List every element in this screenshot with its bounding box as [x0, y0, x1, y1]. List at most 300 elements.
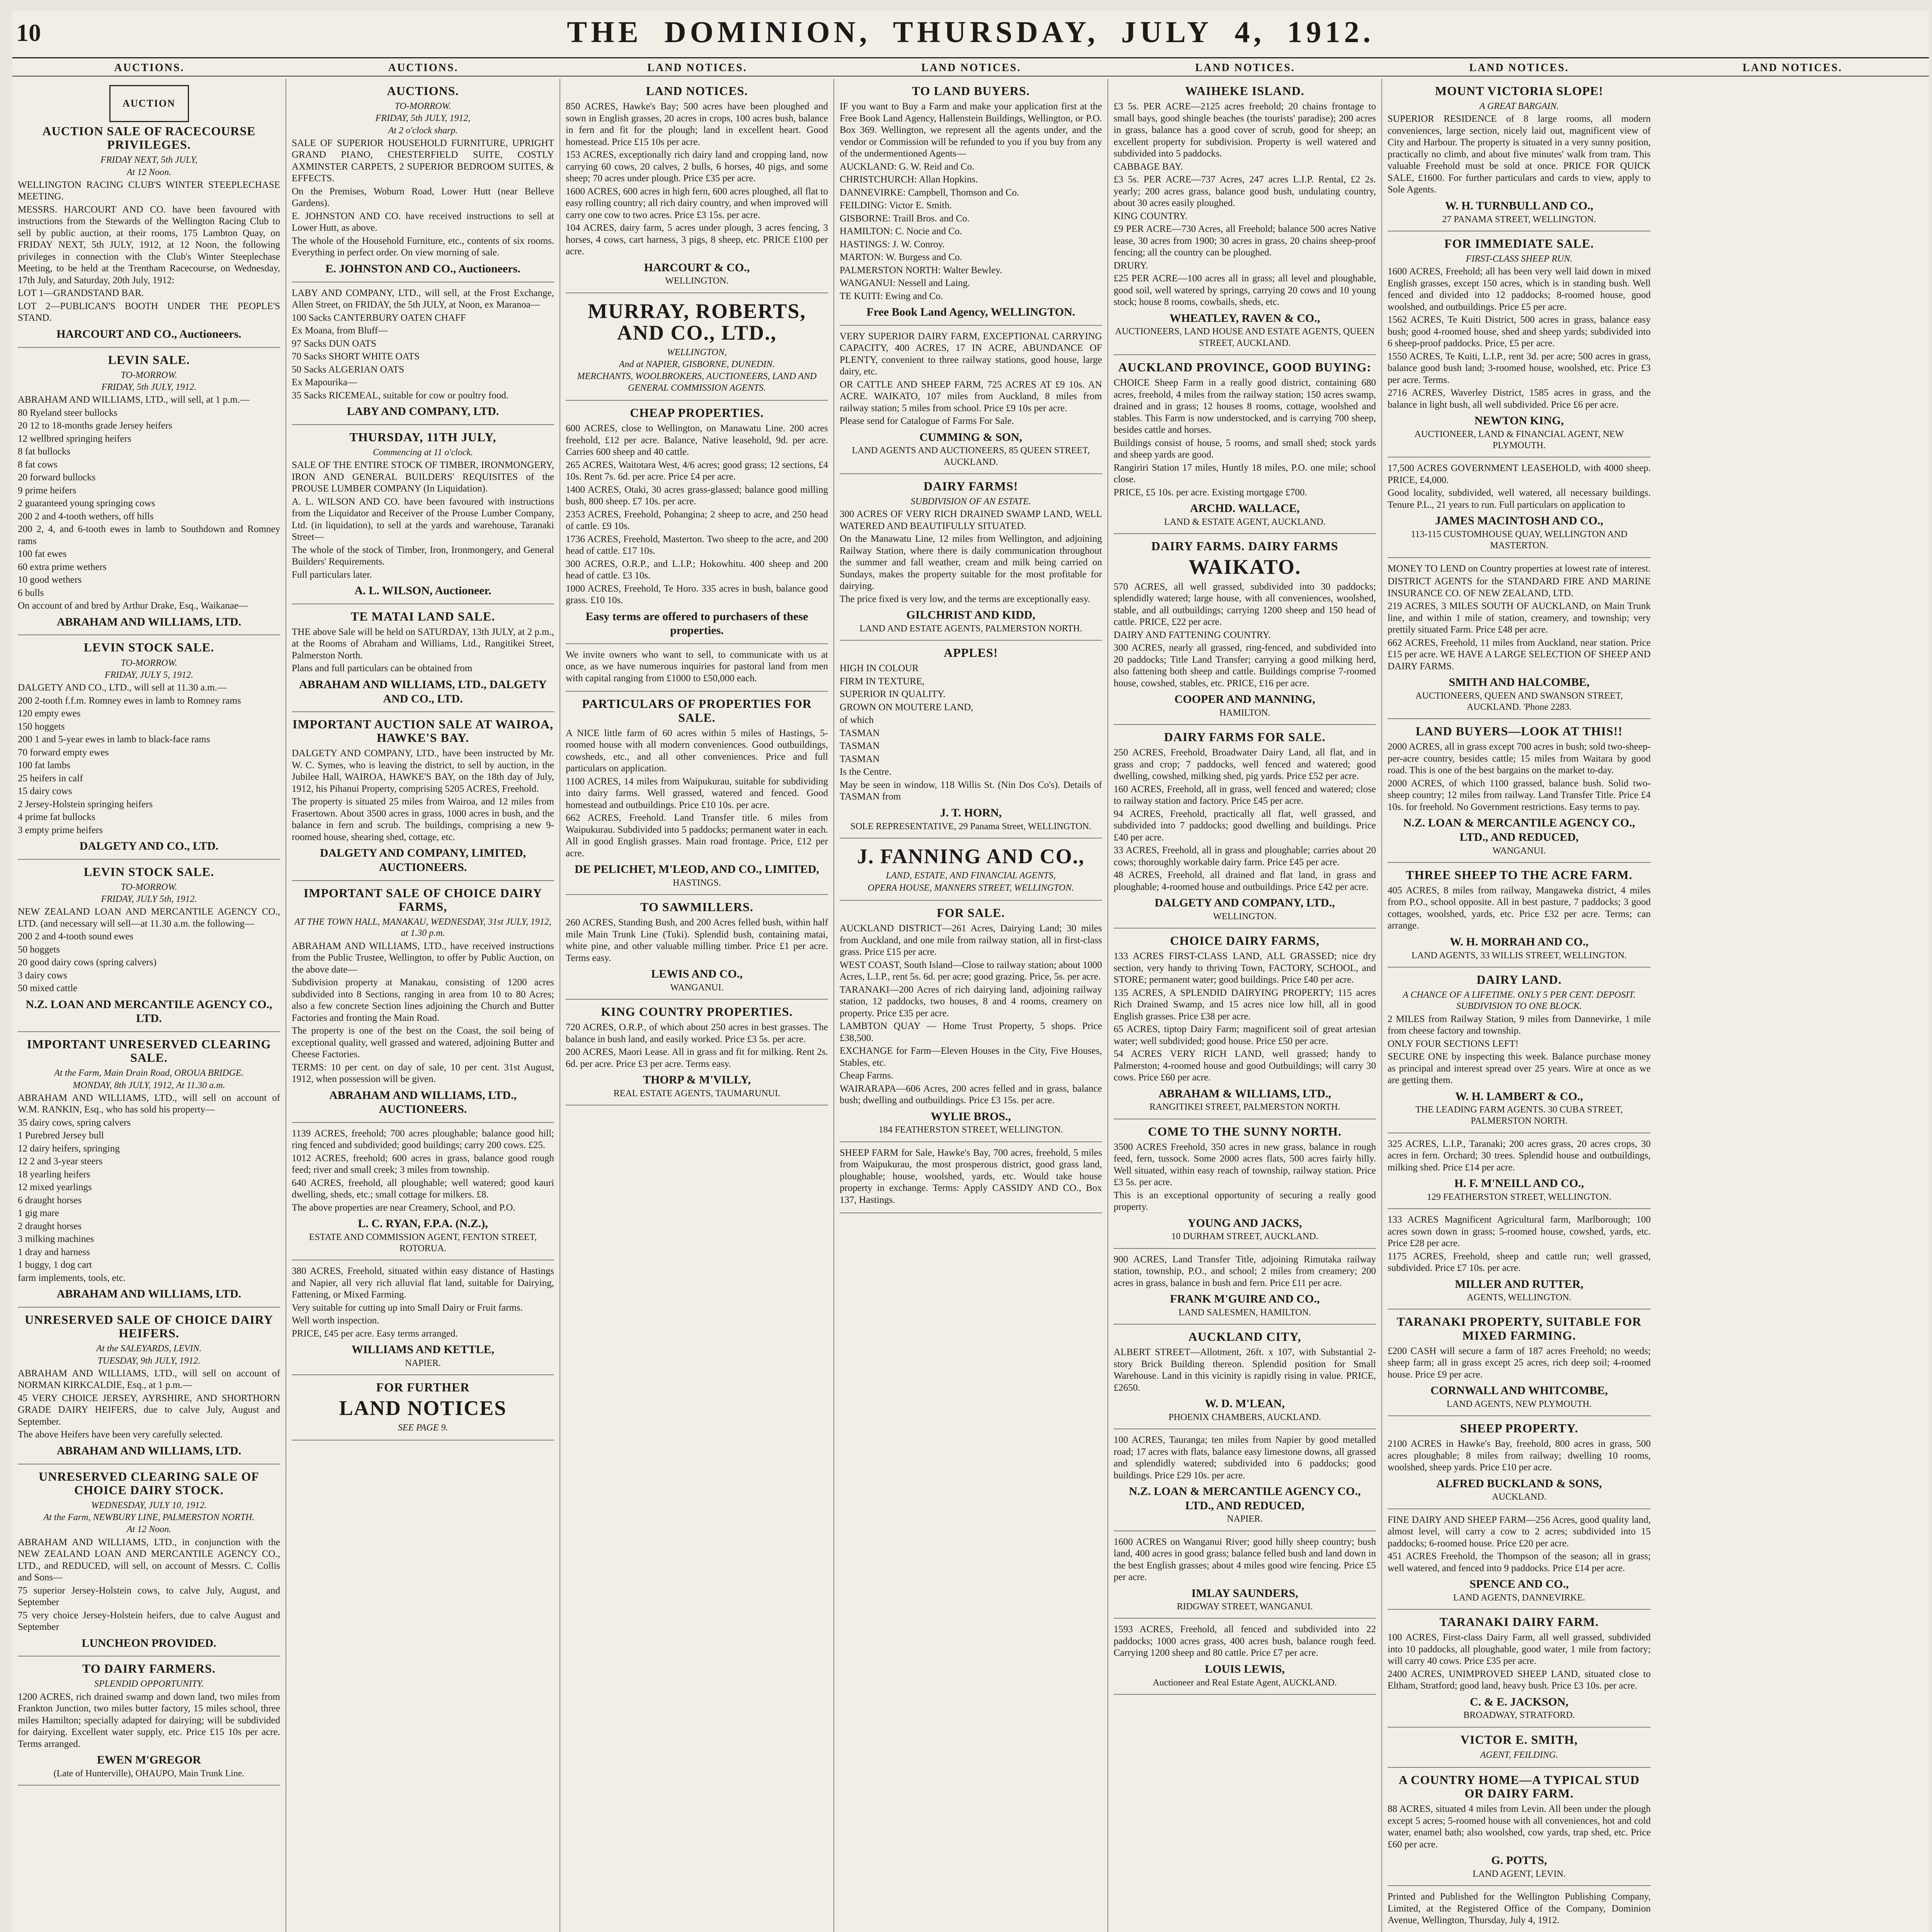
advertisement — [18, 1032, 280, 1308]
ad-subline: At the Farm, Main Drain Road, OROUA BRIDGE. — [54, 1068, 244, 1078]
ad-paragraph: We invite owners who want to sell, to communicate with us at once, as we have numerous inquiries for pastoral land from men with capital ranging from £1000 to £50,000 each. — [566, 649, 828, 684]
ad-paragraph: 662 ACRES, Freehold. Land Transfer title. 6 miles from Waipukurau. Subdivided into 5 paddocks; permanent water in each. All in good English grasses. Main road frontage. Price, £12 per acre. — [566, 813, 828, 859]
advertisement — [566, 644, 828, 692]
advertisement — [1114, 1429, 1376, 1531]
ad-paragraph: ABRAHAM AND WILLIAMS, LTD., will sell on account of W.M. RANKIN, Esq., who has sold his property— — [18, 1092, 280, 1115]
ad-paragraph: 80 Ryeland steer bullocks — [18, 407, 117, 418]
ad-body — [1388, 463, 1651, 511]
advertisement — [840, 838, 1102, 901]
ad-paragraph: DAIRY AND FATTENING COUNTRY. — [1114, 629, 1271, 640]
ad-paragraph: £3 5s. PER ACRE—2125 acres freehold; 20 chains frontage to small bays, good shingle beaches (the tourists' paradise); 200 acres in grass, balance has a good cover of scrub, good for sheep; an excellent property for subdivision. Property is well watered and subdivided into 5 paddocks. — [1114, 101, 1376, 159]
ad-paragraph: 35 Sacks RICEMEAL, suitable for cow or poultry food. — [292, 390, 509, 401]
advertisement — [840, 326, 1102, 474]
ad-paragraph: Please send for Catalogue of Farms For Sale. — [840, 416, 1014, 427]
ad-paragraph: 50 mixed cattle — [18, 983, 78, 994]
ad-subline: FRIDAY NEXT, 5th JULY, — [100, 155, 197, 165]
ad-heading: LAND BUYERS—LOOK AT THIS!! — [1415, 724, 1623, 738]
ad-paragraph: 60 extra prime wethers — [18, 561, 107, 572]
ad-subline: A CHANCE OF A LIFETIME. ONLY 5 PER CENT. DEPOSIT. SUBDIVISION TO ONE BLOCK. — [1403, 990, 1636, 1012]
advertisement — [1388, 863, 1651, 968]
ad-paragraph: SUPERIOR IN QUALITY. — [840, 689, 946, 700]
ad-paragraph: PALMERSTON NORTH: Walter Bewley. — [840, 265, 1002, 276]
ad-heading: THREE SHEEP TO THE ACRE FARM. — [1406, 867, 1633, 882]
ad-paragraph: 153 ACRES, exceptionally rich dairy land and cropping land, now carrying 60 cows, 20 calves, 2 bulls, 6 horses, 40 pigs, and some sheep; 70 acres under plough. Price £35 per acre. — [566, 150, 828, 184]
ad-paragraph: Subdivision property at Manakau, consisting of 1200 acres subdivided into 8 Sections, ranging in area from 10 to 80 Acres; also a few concrete Section lines adjoining the Church and Butter Factories and fronting the Main Road. — [292, 977, 554, 1023]
advertisement — [18, 1656, 280, 1786]
page-column — [834, 79, 1108, 1932]
ad-display-heading: J. FANNING AND CO., — [857, 844, 1085, 868]
ad-paragraph: Is the Centre. — [840, 767, 891, 777]
column-head: LAND NOTICES. — [921, 62, 1021, 74]
ad-paragraph: 2716 ACRES, Waverley District, 1585 acres in grass, and the balance in light bush, all well subdivided. Price £6 per acre. — [1388, 388, 1651, 410]
ad-body — [18, 1691, 280, 1750]
ad-paragraph: 662 ACRES, Freehold, 11 miles from Auckland, near station. Price £15 per acre. WE HAVE A LARGE SELECTION OF SHEEP AND DAIRY FARMS. — [1388, 637, 1651, 672]
ad-paragraph: 640 ACRES, freehold, all ploughable; well watered; good kauri dwelling, sheds, etc.; small cottage for milkers. £8. — [292, 1177, 554, 1200]
ad-subline: FRIDAY, JULY 5, 1912. — [104, 670, 194, 680]
ad-address: PHOENIX CHAMBERS, AUCKLAND. — [1168, 1412, 1321, 1422]
ad-signature: Easy terms are offered to purchasers of these properties. — [585, 610, 808, 637]
advertisement — [566, 293, 828, 401]
ad-address: WANGANUI. — [1492, 845, 1546, 856]
ad-subline: MERCHANTS, WOOLBROKERS, AUCTIONEERS, LAND AND GENERAL COMMISSION AGENTS. — [577, 371, 817, 393]
ad-paragraph: 1600 ACRES, Freehold; all has been very well laid down in mixed English grasses, except 150 acres, which is in standing bush. Well fenced and divided into 12 paddocks; 8-roomed house, good woolshed, and outbuildings. Price £5 per acre. — [1388, 266, 1651, 312]
ad-paragraph: A NICE little farm of 60 acres within 5 miles of Hastings, 5-roomed house with all modern conveniences. Good outbuildings, cowsheds, etc., and all other conveniences. Price and full particulars on application. — [566, 728, 828, 774]
ad-paragraph: Printed and Published for the Wellington Publishing Company, Limited, at the Registered Office of the Company, Dominion Avenue, Wellington, Thursday, July 4, 1912. — [1388, 1891, 1651, 1926]
ad-paragraph: 451 ACRES Freehold, the Thompson of the season; all in grass; well watered, and fenced into 9 paddocks. Price £14 per acre. — [1388, 1551, 1651, 1573]
ad-body — [566, 728, 828, 860]
column-head: LAND NOTICES. — [647, 62, 747, 74]
ad-paragraph: 6 draught horses — [18, 1195, 82, 1206]
ad-paragraph: 3500 ACRES Freehold, 350 acres in new grass, balance in rough feed, fern, tussock. Some 2000 acres flats, 500 acres fairly hilly. Well situated, within easy reach of township, railway station. Price £3 5s. per acre. — [1114, 1141, 1376, 1188]
ad-paragraph: 1562 ACRES, Te Kuiti District, 500 acres in grass, balance easy bush; good 4-roomed house, shed and sheep yards; subdivided into 6 sheep-proof paddocks. Price, £5 per acre. — [1388, 315, 1651, 349]
ad-paragraph: 75 superior Jersey-Holstein cows, to calve July, August, and September — [18, 1585, 280, 1608]
ad-body — [1388, 741, 1651, 813]
advertisement — [840, 641, 1102, 838]
ad-address: LAND AGENTS, 33 WILLIS STREET, WELLINGTON. — [1412, 950, 1627, 961]
ad-subline: TUESDAY, 9th JULY, 1912. — [97, 1355, 201, 1366]
ad-signature: DE PELICHET, M'LEOD, AND CO., LIMITED, — [575, 863, 819, 876]
ad-address: NAPIER. — [405, 1358, 441, 1368]
ad-paragraph: Rangiriri Station 17 miles, Huntly 18 miles, P.O. one mile; school close. — [1114, 462, 1376, 485]
ad-subline: MONDAY, 8th JULY, 1912, At 11.30 a.m. — [73, 1080, 225, 1090]
ad-paragraph: TASMAN — [840, 741, 880, 752]
ad-subline: At the SALEYARDS, LEVIN. — [96, 1344, 202, 1354]
ad-paragraph: 50 hoggets — [18, 944, 60, 955]
ad-address: WELLINGTON. — [1213, 911, 1277, 922]
ad-paragraph: 100 fat lambs — [18, 760, 71, 771]
ad-signature: EWEN M'GREGOR — [97, 1753, 201, 1767]
ad-paragraph: WEST COAST, South Island—Close to railway station; about 1000 Acres, L.I.P., rent 5s. 6d. per acre; good grazing. Price, 5s. per acre. — [840, 959, 1102, 982]
advertisement — [292, 1375, 554, 1440]
ad-paragraph: 250 ACRES, Freehold, Broadwater Dairy Land, all flat, and in grass and crop; 7 paddocks, well fenced and watered; good dwelling, cowshed, milking shed, pig yards. Price £52 per acre. — [1114, 747, 1376, 782]
ad-subline: WELLINGTON, — [667, 347, 727, 357]
ad-body — [1388, 1514, 1651, 1575]
ad-body — [840, 663, 1102, 803]
advertisement — [1388, 558, 1651, 719]
ad-heading: TO LAND BUYERS. — [912, 84, 1030, 98]
ad-paragraph: IF you want to Buy a Farm and make your application first at the Free Book Land Agency, Hallenstein Buildings, Wellington, or P.O. Box 369. Wellington, we represent all the agents under, and the vendor or Commission will be refunded to you if you buy from any of the undermentioned Agents— — [840, 101, 1102, 159]
ad-heading: AUCTIONS. — [387, 84, 459, 98]
ad-paragraph: 200 2 and 4-tooth sound ewes — [18, 931, 134, 942]
ad-paragraph: WELLINGTON RACING CLUB'S WINTER STEEPLECHASE MEETING. — [18, 179, 280, 202]
ad-paragraph: 70 Sacks SHORT WHITE OATS — [292, 351, 420, 362]
advertisement — [1388, 1509, 1651, 1610]
ad-paragraph: FIRM IN TEXTURE, — [840, 676, 925, 687]
ad-address: Auctioneer and Real Estate Agent, AUCKLAND. — [1153, 1677, 1337, 1688]
ad-address: LAND AGENT, LEVIN. — [1473, 1869, 1566, 1879]
ad-address: ESTATE AND COMMISSION AGENT, FENTON STREET, ROTORUA. — [309, 1232, 537, 1254]
ad-body — [840, 331, 1102, 427]
ad-paragraph: EXCHANGE for Farm—Eleven Houses in the City, Five Houses, Stables, etc. — [840, 1046, 1102, 1068]
ad-paragraph: PRICE, £45 per acre. Easy terms arranged. — [292, 1328, 458, 1339]
ad-subline: OPERA HOUSE, MANNERS STREET, WELLINGTON. — [867, 883, 1074, 893]
ad-paragraph: ABRAHAM AND WILLIAMS, LTD., will sell, at 1 p.m.— — [18, 395, 250, 405]
ad-body — [292, 138, 554, 259]
ad-paragraph: 570 ACRES, all well grassed, subdivided into 30 paddocks; splendidly watered; large house, with all conveniences, woolshed, stable, and all outbuildings; carrying 1200 sheep and 150 head of cattle. PRICE, £22 per acre. — [1114, 581, 1376, 628]
ad-signature: W. H. TURNBULL AND CO., — [1445, 199, 1594, 212]
ad-paragraph: May be seen in window, 118 Willis St. (Nin Dos Co's). Details of TASMAN from — [840, 779, 1102, 802]
advertisement — [292, 712, 554, 881]
ad-heading: LEVIN STOCK SALE. — [83, 864, 214, 879]
ad-paragraph: FINE DAIRY AND SHEEP FARM—256 Acres, good quality land, almost level, will carry a cow to 2 acres; subdivided into 15 paddocks; 6-roomed house. Price £20 per acre. — [1388, 1514, 1651, 1549]
ad-body — [1388, 1632, 1651, 1692]
ad-paragraph: £25 PER ACRE—100 acres all in grass; all level and ploughable, good soil, well watered by springs, carrying 20 cows and 10 young stock; house 8 rooms, cowbails, sheds, etc. — [1114, 273, 1376, 308]
ad-heading: KING COUNTRY PROPERTIES. — [601, 1005, 793, 1019]
ad-body — [1388, 885, 1651, 932]
advertisement — [292, 79, 554, 282]
ad-body — [18, 906, 280, 995]
ad-address: LAND AGENTS, DANNEVIRKE. — [1453, 1592, 1585, 1603]
ad-body — [1114, 377, 1376, 498]
ad-address: AUCKLAND. — [1492, 1492, 1546, 1502]
ad-paragraph: DANNEVIRKE: Campbell, Thomson and Co. — [840, 187, 1019, 198]
ad-heading: DAIRY FARMS. DAIRY FARMS — [1151, 539, 1338, 553]
ad-paragraph: 12 2 and 3-year steers — [18, 1156, 103, 1167]
ad-subline: SEE PAGE 9. — [398, 1423, 448, 1433]
ad-body — [18, 682, 280, 836]
ad-address: 27 PANAMA STREET, WELLINGTON. — [1442, 214, 1596, 224]
ad-paragraph: 100 ACRES, Tauranga; ten miles from Napier by good metalled road; 17 acres with flats, balance easy limestone downs, all grassed and splendidly watered; subdivided into 6 paddocks; good buildings. Price £29 10s. per acre. — [1114, 1435, 1376, 1481]
title-word: THURSDAY, — [893, 15, 1099, 49]
ad-address: LAND SALESMEN, HAMILTON. — [1179, 1307, 1311, 1318]
ad-paragraph: CABBAGE BAY. — [1114, 161, 1183, 172]
ad-body — [1114, 1347, 1376, 1394]
ad-paragraph: £9 PER ACRE—730 Acres, all Freehold; balance 500 acres Native lease, 30 acres from 1900; 30 acres in grass, 20 chains sheep-proof fencing; all the country can be ploughed. — [1114, 224, 1376, 258]
ad-paragraph: TERMS: 10 per cent. on day of sale, 10 per cent. 31st August, 1912, when possession will be given. — [292, 1062, 554, 1085]
advertisement — [1114, 929, 1376, 1119]
ad-address: 129 FEATHERSTON STREET, WELLINGTON. — [1427, 1192, 1612, 1202]
ad-heading: FOR FURTHER — [376, 1380, 470, 1395]
ad-paragraph: ABRAHAM AND WILLIAMS, LTD., in conjunction with the NEW ZEALAND LOAN AND MERCANTILE AGENCY CO., LTD., and REDUCED, will sell, on account of Messrs. C. Collis and Sons— — [18, 1537, 280, 1583]
ad-body — [292, 1128, 554, 1214]
ad-body — [1388, 266, 1651, 411]
advertisement — [1388, 1133, 1651, 1209]
ad-paragraph: 12 mixed yearlings — [18, 1182, 92, 1193]
newspaper-page — [12, 11, 1929, 1932]
ad-paragraph: 325 ACRES, L.I.P., Taranaki; 200 acres grass, 20 acres crops, 30 acres in fern. Orchard; 30 trees. Splendid house and outbuildings, milking shed. Price £14 per acre. — [1388, 1138, 1651, 1173]
ad-paragraph: 75 very choice Jersey-Holstein heifers, due to calve August and September — [18, 1610, 280, 1633]
ad-paragraph: HIGH IN COLOUR — [840, 663, 919, 674]
ad-heading: VICTOR E. SMITH, — [1460, 1732, 1578, 1747]
ad-paragraph: 2100 ACRES in Hawke's Bay, freehold, 800 acres in grass, 500 acres ploughable; 8 miles from railway; dwelling 10 rooms, woolshed, sheep yards. Price £10 per acre. — [1388, 1439, 1651, 1473]
ad-signature: GILCHRIST AND KIDD, — [906, 609, 1036, 622]
ad-paragraph: The above properties are near Creamery, School, and P.O. — [292, 1202, 515, 1213]
ad-paragraph: 100 ACRES, First-class Dairy Farm, all well grassed, subdivided into 10 paddocks, all ploughable, good water, 1 mile from factory; will carry 40 cows. Price £35 per acre. — [1388, 1632, 1651, 1667]
ad-heading: AUCTION SALE OF RACECOURSE PRIVILEGES. — [42, 124, 256, 152]
ad-body — [566, 101, 828, 258]
ad-body — [1114, 1254, 1376, 1289]
ad-subline: TO-MORROW. — [121, 882, 177, 892]
advertisement — [292, 604, 554, 712]
ad-body — [1388, 1345, 1651, 1381]
ad-heading: IMPORTANT AUCTION SALE AT WAIROA, HAWKE'S BAY. — [292, 717, 554, 745]
ad-signature: ABRAHAM & WILLIAMS, LTD., — [1158, 1087, 1331, 1100]
ad-subline: AT THE TOWN HALL, MANAKAU, WEDNESDAY, 31st JULY, 1912, at 1.30 p.m. — [294, 917, 551, 939]
ad-paragraph: E. JOHNSTON AND CO. have received instructions to sell at Lower Hutt, as above. — [292, 211, 554, 233]
masthead — [12, 11, 1929, 58]
ad-paragraph: 1 buggy, 1 dog cart — [18, 1260, 92, 1270]
ad-paragraph: GISBORNE: Traill Bros. and Co. — [840, 213, 970, 224]
ad-signature: W. H. MORRAH AND CO., — [1450, 935, 1588, 948]
ad-paragraph: 2000 ACRES, of which 1100 grassed, balance bush. Solid two-sheep country; 12 miles from railway. Land Transfer Title. Price £4 10s. for freehold. No Government restrictions. Easy terms to pay. — [1388, 778, 1651, 812]
ad-address: AGENTS, WELLINGTON. — [1467, 1293, 1571, 1303]
ad-address: LAND & ESTATE AGENT, AUCKLAND. — [1164, 517, 1326, 527]
title-word: DOMINION, — [664, 15, 871, 49]
ad-paragraph: DALGETY AND COMPANY, LTD., have been instructed by Mr. W. C. Symes, who is leaving the district, to sell by auction, in the Jubilee Hall, WAIROA, HAWKE'S BAY, on the 18th day of July, 1912, his Pihanui Property, comprising 5205 ACRES, Freehold. — [292, 748, 554, 794]
ad-subline: At 12 Noon. — [126, 1524, 172, 1535]
ad-paragraph: 1139 ACRES, freehold; 700 acres ploughable; balance good hill; ring fenced and subdivided; good buildings; carry 200 cows. £25. — [292, 1128, 554, 1151]
ad-paragraph: ONLY FOUR SECTIONS LEFT! — [1388, 1038, 1519, 1049]
ad-paragraph: 1012 ACRES, freehold; 600 acres in grass, balance good rough feed; river and small creek; 3 miles from township. — [292, 1153, 554, 1175]
ad-paragraph: LOT 2—PUBLICAN'S BOOTH UNDER THE PEOPLE'S STAND. — [18, 301, 280, 323]
ad-body — [292, 1265, 554, 1340]
column-heads — [12, 60, 1929, 77]
ad-subline: Commencing at 11 o'clock. — [372, 447, 473, 457]
ad-heading: TARANAKI PROPERTY, SUITABLE FOR MIXED FARMING. — [1396, 1315, 1642, 1342]
ad-paragraph: 3 dairy cows — [18, 970, 67, 981]
ad-paragraph: 219 ACRES, 3 MILES SOUTH OF AUCKLAND, on Main Trunk line, and within 1 mile of station, creamery, and township; very prettily situated Farm. Price £48 per acre. — [1388, 601, 1651, 635]
ad-paragraph: On account of and bred by Arthur Drake, Esq., Waikanae— — [18, 600, 248, 611]
ad-paragraph: 97 Sacks DUN OATS — [292, 338, 376, 349]
column-head: AUCTIONS. — [114, 62, 185, 74]
ad-paragraph: Full particulars later. — [292, 569, 372, 580]
advertisement — [1388, 719, 1651, 863]
ad-signature: ABRAHAM AND WILLIAMS, LTD. — [56, 615, 242, 628]
ad-subline: A GREAT BARGAIN. — [1479, 101, 1559, 112]
ad-body — [1388, 1014, 1651, 1087]
ad-subline: At 12 Noon. — [126, 167, 172, 177]
advertisement — [1114, 1619, 1376, 1694]
ad-body — [1114, 1624, 1376, 1659]
ad-paragraph: A. L. WILSON AND CO. have been favoured with instructions from the Liquidator and Receiver of the Prouse Lumber Company, Ltd. (in liquidation), to sell at the yards and warehouse, Taranaki Street— — [292, 496, 554, 543]
ad-paragraph: LOT 1—GRANDSTAND BAR. — [18, 288, 144, 299]
ad-paragraph: 54 ACRES VERY RICH LAND, well grassed; handy to Palmerston; 4-roomed house and good Outbuildings; will carry 30 cows. Price £60 per acre. — [1114, 1049, 1376, 1083]
advertisement — [1114, 1531, 1376, 1619]
ad-paragraph: 1100 ACRES, 14 miles from Waipukurau, suitable for subdividing into dairy farms. Well grassed, watered and fenced. Good homestead and outbuildings. Price £10 10s. per acre. — [566, 776, 828, 810]
ad-subline: WEDNESDAY, JULY 10, 1912. — [91, 1500, 207, 1510]
advertisement — [1388, 1768, 1651, 1886]
ad-paragraph: HAMILTON: C. Nocie and Co. — [840, 226, 962, 237]
ad-body — [292, 940, 554, 1085]
ad-paragraph: 94 ACRES, Freehold, practically all flat, well grassed, and subdivided into 7 paddocks; good dwelling and buildings. Price £40 per acre. — [1114, 808, 1376, 843]
ad-subline: FRIDAY, 5th JULY, 1912, — [375, 113, 471, 124]
ad-paragraph: 25 heifers in calf — [18, 773, 83, 784]
ad-paragraph: 1175 ACRES, Freehold, sheep and cattle run; well grassed, subdivided. Price £7 10s. per acre. — [1388, 1251, 1651, 1274]
ad-paragraph: Plans and full particulars can be obtained from — [292, 663, 473, 674]
ad-signature: IMLAY SAUNDERS, — [1191, 1587, 1298, 1600]
ad-paragraph: On the Manawatu Line, 12 miles from Wellington, and adjoining Railway Station, where there is daily communication throughout the summer and fall weather, cream and milk being carried on Sundays, makes the property suitable for the most profitable for dairying. — [840, 534, 1102, 592]
ad-address: WELLINGTON. — [665, 276, 729, 286]
ad-paragraph: MESSRS. HARCOURT AND CO. have been favoured with instructions from the Stewards of the Wellington Racing Club to sell by public auction, at their rooms, 175 Lambton Quay, on FRIDAY NEXT, 5th JULY, 1912, at 12 Noon, the following privileges in connection with the Club's Winter Steeplechase Meeting, to be held at the Trentham Racecourse, on Wednesday, 17th July, and Saturday, 20th July, 1912: — [18, 204, 280, 286]
ad-paragraph: SECURE ONE by inspecting this week. Balance purchase money as principal and interest spread over 25 years. Wire at once as we are getting them. — [1388, 1051, 1651, 1086]
ad-paragraph: 405 ACRES, 8 miles from railway, Mangaweka district, 4 miles from P.O., school opposite. All in best pasture, 7 paddocks; 3 good cottages, woolshed, yards, etc. Price £32 per acre. Terms; can arrange. — [1388, 885, 1651, 931]
ad-paragraph: 100 fat ewes — [18, 549, 67, 560]
ad-paragraph: 8 fat cows — [18, 459, 58, 470]
ad-body — [1114, 1536, 1376, 1583]
ad-paragraph: The above Heifers have been very carefully selected. — [18, 1429, 223, 1440]
ad-paragraph: The whole of the Household Furniture, etc., contents of six rooms. Everything in perfect order. On view morning of sale. — [292, 235, 554, 258]
page-column — [12, 79, 286, 1932]
ad-paragraph: 2 MILES from Railway Station, 9 miles from Dannevirke, 1 mile from cheese factory and township. — [1388, 1014, 1651, 1036]
ad-paragraph: SALE OF SUPERIOR HOUSEHOLD FURNITURE, UPRIGHT GRAND PIANO, CHESTERFIELD SUITE, COSTLY AXMINSTER CARPETS, 2 SUPERIOR BEDROOM SUITES, & EFFECTS. — [292, 138, 554, 184]
ad-heading: THURSDAY, 11TH JULY, — [349, 430, 497, 444]
ad-paragraph: 6 bulls — [18, 587, 44, 598]
ad-paragraph: LAMBTON QUAY — Home Trust Property, 5 shops. Price £38,500. — [840, 1021, 1102, 1043]
ad-paragraph: 88 ACRES, situated 4 miles from Levin. All been under the plough except 5 acres; 5-roomed house with all conveniences, hot and cold water, enamel bath; also woolshed, cow yards, trap shed, etc. Price £60 per acre. — [1388, 1804, 1651, 1850]
ad-signature: W. D. M'LEAN, — [1205, 1397, 1285, 1410]
advertisement — [1114, 355, 1376, 534]
ad-signature: LABY AND COMPANY, LTD. — [347, 405, 499, 418]
ad-paragraph: AUCKLAND: G. W. Reid and Co. — [840, 161, 975, 172]
ad-signature: N.Z. LOAN & MERCANTILE AGENCY CO., LTD., AND REDUCED, — [1129, 1485, 1361, 1512]
ad-paragraph: 15 dairy cows — [18, 786, 72, 797]
ad-paragraph: 133 ACRES Magnificent Agricultural farm, Marlborough; 100 acres sown down in grass; 5-roomed house, cowshed, yards, etc. Price £28 per acre. — [1388, 1214, 1651, 1249]
ad-body — [566, 917, 828, 964]
ad-body — [1388, 1891, 1651, 1927]
ad-heading: LEVIN SALE. — [108, 352, 190, 367]
ad-subline: SUBDIVISION OF AN ESTATE. — [910, 497, 1031, 507]
ad-paragraph: 1600 ACRES, 600 acres in high fern, 600 acres ploughed, all flat to easy rolling country; all rich dairy country, and when improved will carry one cow to two acres. Price £3 15s. per acre. — [566, 186, 828, 220]
ad-paragraph: Cheap Farms. — [840, 1070, 893, 1081]
ad-subline: TO-MORROW. — [395, 101, 451, 112]
ad-signature: N.Z. LOAN & MERCANTILE AGENCY CO., LTD., AND REDUCED, — [1403, 816, 1635, 844]
ad-body — [1388, 1803, 1651, 1850]
ad-address: (Late of Hunterville), OHAUPO, Main Trunk Line. — [53, 1768, 245, 1779]
ad-paragraph: KING COUNTRY. — [1114, 211, 1188, 221]
ad-paragraph: DALGETY AND CO., LTD., will sell at 11.30 a.m.— — [18, 682, 227, 693]
ad-paragraph: MONEY TO LEND on Country properties at lowest rate of interest. — [1388, 563, 1651, 574]
ad-heading: FOR IMMEDIATE SALE. — [1444, 236, 1594, 250]
ad-signature: A. L. WILSON, Auctioneer. — [354, 584, 492, 597]
ad-subline: FIRST-CLASS SHEEP RUN. — [1466, 254, 1573, 264]
column-head: AUCTIONS. — [388, 62, 459, 74]
ad-signature: HARCOURT & CO., — [644, 261, 750, 274]
title-word: 1912. — [1287, 15, 1374, 49]
advertisement — [1388, 1728, 1651, 1768]
ad-signature: COOPER AND MANNING, — [1174, 693, 1315, 706]
advertisement — [1388, 968, 1651, 1133]
ad-heading: IMPORTANT UNRESERVED CLEARING SALE. — [27, 1037, 271, 1065]
ad-signature: MILLER AND RUTTER, — [1455, 1277, 1583, 1291]
ad-paragraph: LABY AND COMPANY, LTD., will sell, at the Frost Exchange, Allen Street, on FRIDAY, the 5th JULY, at Noon, ex Maranoa— — [292, 287, 554, 310]
ad-body — [566, 1022, 828, 1070]
ad-body — [18, 1092, 280, 1284]
ad-paragraph: 133 ACRES FIRST-CLASS LAND, ALL GRASSED; nice dry section, very handy to thriving Town, FACTORY, SCHOOL, and STORE; permanent water; good buildings. Price £40 per acre. — [1114, 951, 1376, 985]
ad-paragraph: Buildings consist of house, 5 rooms, and small shed; stock yards and sheep yards are good. — [1114, 437, 1376, 460]
ad-body — [292, 748, 554, 843]
ad-paragraph: £200 CASH will secure a farm of 187 acres Freehold; no weeds; sheep farm; all in grass except 25 acres, rich deep soil; 4-roomed house. Price £9 per acre. — [1388, 1345, 1651, 1380]
ad-address: AUCTIONEER, LAND & FINANCIAL AGENT, NEW PLYMOUTH. — [1414, 429, 1624, 451]
ad-heading: CHEAP PROPERTIES. — [630, 405, 764, 420]
ad-paragraph: ALBERT STREET—Allotment, 26ft. x 107, with Substantial 2-story Brick Building thereon. Splendid position for Small Warehouse. Land in this vicinity is rapidly rising in value. PRICE, £2650. — [1114, 1347, 1376, 1393]
ad-display-heading: MURRAY, ROBERTS, AND CO., LTD., — [588, 299, 806, 345]
advertisement — [1388, 1886, 1651, 1932]
advertisement — [1388, 1310, 1651, 1416]
ad-paragraph: 65 ACRES, tiptop Dairy Farm; magnificent soil of great artesian water; well subdivided; good house. Price £50 per acre. — [1114, 1024, 1376, 1046]
advertisement — [840, 79, 1102, 326]
advertisement — [566, 401, 828, 644]
ad-body — [1388, 1138, 1651, 1174]
ad-paragraph: 600 ACRES, close to Wellington, on Manawatu Line. 200 acres freehold, £12 per acre. Balance, Native leasehold, 9d. per acre. Carries 600 sheep and 40 cattle. — [566, 423, 828, 457]
ad-paragraph: 1000 ACRES, Freehold, Te Horo. 335 acres in bush, balance good grass. £10 10s. — [566, 583, 828, 606]
ad-paragraph: 35 dairy cows, spring calvers — [18, 1117, 131, 1128]
ad-paragraph: 1 dray and harness — [18, 1247, 90, 1257]
ad-heading: TO SAWMILLERS. — [640, 900, 753, 914]
advertisement — [292, 881, 554, 1123]
ad-heading: TO DAIRY FARMERS. — [82, 1662, 216, 1676]
ad-heading: A COUNTRY HOME—A TYPICAL STUD OR DAIRY FARM. — [1398, 1773, 1640, 1801]
ad-paragraph: 160 ACRES, Freehold, all in grass, well fenced and watered; close to railway station and factory. Price £45 per acre. — [1114, 784, 1376, 806]
ad-signature: DALGETY AND CO., LTD. — [79, 840, 219, 853]
ad-paragraph: £3 5s. PER ACRE—737 Acres, 247 acres L.I.P. Rental, £2 2s. yearly; 200 acres grass, balance good bush, undulating country, about 30 acres easily ploughed. — [1114, 174, 1376, 209]
advertisement — [1114, 1119, 1376, 1249]
ad-paragraph: 300 ACRES, O.R.P., and L.I.P.; Hokowhitu. 400 sheep and 200 head of cattle. £3 10s. — [566, 558, 828, 581]
ad-signature: DALGETY AND COMPANY, LTD., — [1155, 896, 1335, 910]
ad-body — [18, 1368, 280, 1441]
ad-heading: WAIHEKE ISLAND. — [1185, 84, 1304, 98]
ad-signature: L. C. RYAN, F.P.A. (N.Z.), — [358, 1217, 488, 1230]
ad-signature: ARCHD. WALLACE, — [1190, 502, 1300, 515]
ad-paragraph: 200 ACRES, Maori Lease. All in grass and fit for milking. Rent 2s. 6d. per acre. Price £3 per acre. Terms easy. — [566, 1047, 828, 1069]
ad-heading: DAIRY FARMS! — [923, 479, 1018, 493]
column-head: LAND NOTICES. — [1195, 62, 1295, 74]
ad-paragraph: TE KUITI: Ewing and Co. — [840, 291, 943, 301]
ad-paragraph: OR CATTLE AND SHEEP FARM, 725 ACRES AT £9 10s. AN ACRE. WAIKATO, 107 miles from Auckland, 8 miles from railway station; 5 miles from school. Price £9 10s per acre. — [840, 379, 1102, 413]
newspaper-title — [12, 15, 1929, 49]
ad-signature: LEWIS AND CO., — [651, 968, 743, 981]
ad-signature: J. T. HORN, — [940, 806, 1002, 819]
ad-address: HAMILTON. — [1219, 707, 1270, 718]
ad-signature: ABRAHAM AND WILLIAMS, LTD. — [56, 1287, 242, 1301]
ad-paragraph: Ex Moana, from Bluff— — [292, 325, 388, 336]
ad-paragraph: On the Premises, Woburn Road, Lower Hutt (near Belleve Gardens). — [292, 186, 554, 209]
columns — [12, 79, 1929, 1932]
ad-paragraph: 3 milking machines — [18, 1234, 94, 1245]
ad-paragraph: Ex Mapourika— — [292, 377, 357, 388]
advertisement — [1114, 534, 1376, 725]
ad-body — [1388, 563, 1651, 673]
ad-heading: AUCKLAND PROVINCE, GOOD BUYING: — [1118, 360, 1371, 374]
ad-paragraph: 1736 ACRES, Freehold, Masterton. Two sheep to the acre, and 200 head of cattle. £17 10s. — [566, 534, 828, 556]
ad-address: RANGITIKEI STREET, PALMERSTON NORTH. — [1149, 1102, 1340, 1112]
ad-subline: TO-MORROW. — [121, 658, 177, 668]
advertisement — [1388, 1209, 1651, 1310]
ad-heading: LAND NOTICES. — [646, 84, 748, 98]
ad-subline: FRIDAY, JULY 5th, 1912. — [101, 894, 197, 905]
advertisement — [840, 1142, 1102, 1214]
advertisement — [1114, 79, 1376, 355]
ad-paragraph: The property is one of the best on the Coast, the soil being of exceptional quality, well grassed and watered, adjoining Butter and Cheese Factories. — [292, 1026, 554, 1060]
